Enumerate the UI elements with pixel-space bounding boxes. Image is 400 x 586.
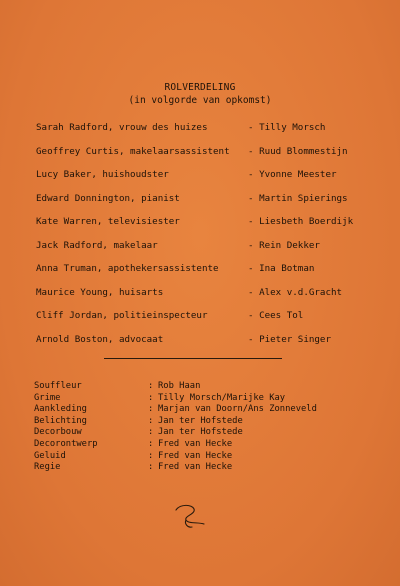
section-divider [104, 358, 282, 359]
crew-name: Jan ter Hofstede [158, 415, 243, 426]
cast-role: Sarah Radford, vrouw des huizes [36, 122, 208, 133]
cast-row [36, 240, 376, 264]
crew-separator: : [148, 415, 154, 426]
crew-row [34, 427, 384, 439]
cast-actor: - Alex v.d.Gracht [248, 286, 343, 298]
cast-role: Cliff Jordan, politieinspecteur [36, 310, 208, 321]
crew-row [34, 462, 384, 474]
cast-role: Kate Warren, televisiester [36, 216, 180, 227]
cast-actor: - Ruud Blommestijn [248, 145, 348, 157]
crew-name: Tilly Morsch/Marijke Kay [158, 392, 286, 403]
crew-function: Grime [34, 392, 61, 403]
cast-row [36, 193, 376, 217]
cast-role: Anna Truman, apothekersassistente [36, 263, 219, 274]
crew-name: Marjan van Doorn/Ans Zonneveld [158, 404, 317, 415]
cast-actor: - Rein Dekker [248, 239, 320, 251]
crew-list [34, 381, 384, 474]
cast-row [36, 216, 376, 240]
crew-function: Belichting [34, 415, 87, 426]
crew-name: Rob Haan [158, 381, 201, 391]
cast-row [36, 287, 376, 311]
crew-separator: : [148, 450, 154, 461]
cast-actor: - Liesbeth Boerdijk [248, 216, 354, 227]
crew-row [34, 404, 384, 416]
crew-name: Fred van Hecke [158, 438, 233, 449]
ornament-flourish-icon [170, 500, 210, 530]
cast-row [36, 122, 376, 146]
crew-row [34, 451, 384, 463]
cast-row [36, 263, 376, 287]
cast-role: Lucy Baker, huishoudster [36, 169, 169, 180]
crew-function: Decorbouw [34, 427, 82, 438]
crew-function: Decorontwerp [34, 438, 98, 449]
cast-actor: - Yvonne Meester [248, 169, 337, 180]
crew-separator: : [148, 392, 154, 403]
cast-actor: - Martin Spierings [248, 192, 348, 204]
crew-row [34, 416, 384, 428]
cast-actor: - Cees Tol [248, 310, 304, 321]
cast-actor: - Tilly Morsch [248, 122, 326, 133]
page-title: ROLVERDELING [164, 82, 236, 93]
crew-function: Aankleding [34, 404, 87, 415]
cast-row [36, 169, 376, 193]
crew-row [34, 393, 384, 405]
cast-row [36, 310, 376, 334]
cast-row [36, 146, 376, 170]
crew-name: Jan ter Hofstede [158, 427, 243, 438]
page-subtitle: (in volgorde van opkomst) [128, 95, 272, 106]
crew-separator: : [148, 462, 154, 473]
cast-role: Maurice Young, huisarts [36, 286, 164, 298]
cast-actor: - Ina Botman [248, 263, 315, 274]
crew-separator: : [148, 438, 154, 449]
crew-function: Souffleur [34, 381, 82, 391]
cast-role: Jack Radford, makelaar [36, 239, 158, 251]
crew-row [34, 381, 384, 393]
crew-separator: : [148, 427, 154, 438]
cast-role: Edward Donnington, pianist [36, 192, 180, 204]
crew-row [34, 439, 384, 451]
crew-function: Geluid [34, 450, 66, 461]
cast-role: Geoffrey Curtis, makelaarsassistent [36, 145, 230, 157]
cast-role: Arnold Boston, advocaat [36, 333, 164, 345]
crew-name: Fred van Hecke [158, 450, 233, 461]
crew-separator: : [148, 404, 154, 415]
cast-list [36, 122, 376, 357]
cast-row [36, 334, 376, 358]
crew-function: Regie [34, 462, 61, 473]
cast-actor: - Pieter Singer [248, 333, 331, 345]
crew-name: Fred van Hecke [158, 462, 233, 473]
crew-separator: : [148, 381, 154, 391]
